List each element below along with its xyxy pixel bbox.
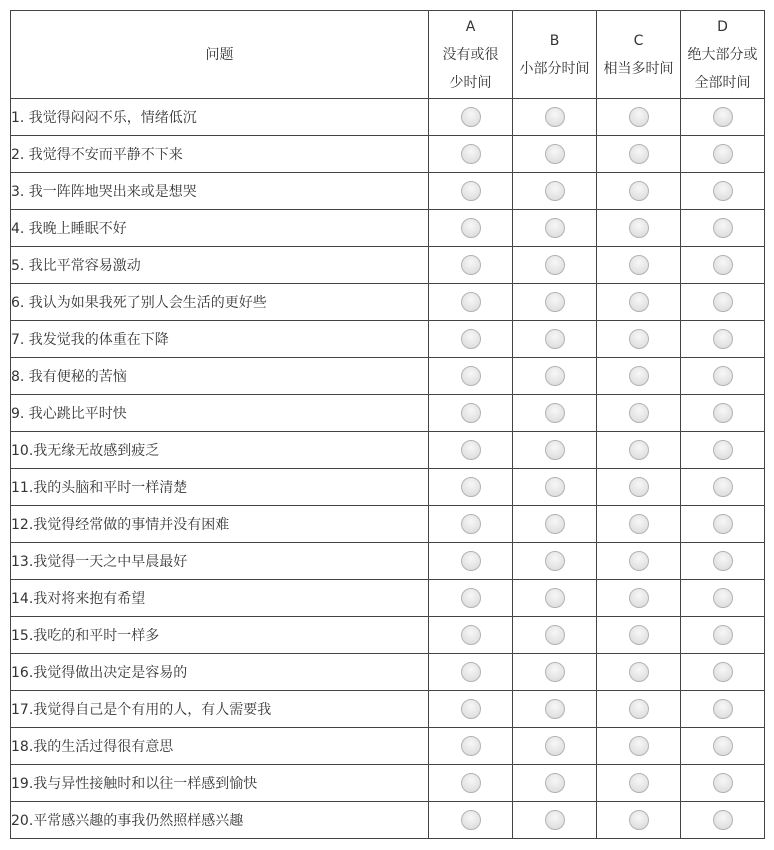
radio-option-a[interactable]	[461, 736, 481, 756]
radio-option-b[interactable]	[545, 773, 565, 793]
radio-option-c[interactable]	[629, 662, 649, 682]
radio-option-d[interactable]	[713, 144, 733, 164]
option-cell-c	[597, 506, 681, 543]
option-cell-b	[513, 432, 597, 469]
option-letter: C	[633, 32, 644, 49]
radio-option-b[interactable]	[545, 292, 565, 312]
option-cell-d	[681, 321, 765, 358]
option-cell-c	[597, 728, 681, 765]
question-list	[11, 99, 765, 839]
option-cell-a	[429, 99, 513, 136]
radio-option-c[interactable]	[629, 810, 649, 830]
option-cell-a	[429, 543, 513, 580]
option-cell-b	[513, 580, 597, 617]
radio-option-c[interactable]	[629, 329, 649, 349]
table-row	[11, 136, 765, 173]
question-text: 1. 我觉得闷闷不乐，情绪低沉	[11, 99, 429, 136]
question-text: 18.我的生活过得很有意思	[11, 728, 429, 765]
radio-option-a[interactable]	[461, 477, 481, 497]
radio-option-c[interactable]	[629, 218, 649, 238]
option-cell-d	[681, 469, 765, 506]
radio-option-c[interactable]	[629, 551, 649, 571]
question-text: 5. 我比平常容易激动	[11, 247, 429, 284]
radio-option-b[interactable]	[545, 255, 565, 275]
table-row	[11, 395, 765, 432]
radio-option-d[interactable]	[713, 736, 733, 756]
radio-option-c[interactable]	[629, 440, 649, 460]
radio-option-a[interactable]	[461, 181, 481, 201]
radio-option-d[interactable]	[713, 181, 733, 201]
question-text: 19.我与异性接触时和以往一样感到愉快	[11, 765, 429, 802]
radio-option-d[interactable]	[713, 255, 733, 275]
radio-option-b[interactable]	[545, 366, 565, 386]
option-cell-d	[681, 173, 765, 210]
table-row	[11, 543, 765, 580]
radio-option-c[interactable]	[629, 588, 649, 608]
option-cell-a	[429, 432, 513, 469]
radio-option-c[interactable]	[629, 403, 649, 423]
option-cell-d	[681, 284, 765, 321]
radio-option-c[interactable]	[629, 736, 649, 756]
option-cell-b	[513, 469, 597, 506]
option-cell-d	[681, 432, 765, 469]
option-cell-d	[681, 395, 765, 432]
radio-option-b[interactable]	[545, 181, 565, 201]
radio-option-d[interactable]	[713, 514, 733, 534]
radio-option-d[interactable]	[713, 773, 733, 793]
radio-option-b[interactable]	[545, 699, 565, 719]
radio-option-b[interactable]	[545, 477, 565, 497]
option-cell-b	[513, 654, 597, 691]
option-cell-a	[429, 617, 513, 654]
option-cell-c	[597, 691, 681, 728]
radio-option-c[interactable]	[629, 366, 649, 386]
radio-option-a[interactable]	[461, 144, 481, 164]
radio-option-b[interactable]	[545, 440, 565, 460]
option-cell-a	[429, 802, 513, 839]
radio-option-d[interactable]	[713, 625, 733, 645]
option-cell-b	[513, 543, 597, 580]
question-text: 7. 我发觉我的体重在下降	[11, 321, 429, 358]
radio-option-b[interactable]	[545, 514, 565, 534]
radio-option-a[interactable]	[461, 588, 481, 608]
radio-option-d[interactable]	[713, 662, 733, 682]
option-cell-a	[429, 395, 513, 432]
table-row	[11, 654, 765, 691]
survey-table	[10, 10, 765, 839]
radio-option-d[interactable]	[713, 699, 733, 719]
option-cell-b	[513, 136, 597, 173]
option-cell-d	[681, 247, 765, 284]
radio-option-b[interactable]	[545, 810, 565, 830]
radio-option-c[interactable]	[629, 107, 649, 127]
option-desc: 绝大部分或	[687, 46, 758, 63]
option-cell-b	[513, 617, 597, 654]
radio-option-b[interactable]	[545, 329, 565, 349]
option-cell-c	[597, 210, 681, 247]
option-cell-a	[429, 765, 513, 802]
option-cell-b	[513, 395, 597, 432]
option-cell-c	[597, 173, 681, 210]
option-cell-b	[513, 358, 597, 395]
option-cell-c	[597, 358, 681, 395]
option-desc: 全部时间	[694, 74, 751, 91]
radio-option-a[interactable]	[461, 810, 481, 830]
option-cell-a	[429, 358, 513, 395]
option-cell-c	[597, 802, 681, 839]
question-text: 13.我觉得一天之中早晨最好	[11, 543, 429, 580]
question-text: 17.我觉得自己是个有用的人，有人需要我	[11, 691, 429, 728]
option-cell-b	[513, 173, 597, 210]
radio-option-a[interactable]	[461, 699, 481, 719]
option-cell-a	[429, 321, 513, 358]
radio-option-d[interactable]	[713, 403, 733, 423]
table-row	[11, 728, 765, 765]
radio-option-c[interactable]	[629, 255, 649, 275]
radio-option-b[interactable]	[545, 144, 565, 164]
radio-option-a[interactable]	[461, 107, 481, 127]
question-text: 3. 我一阵阵地哭出来或是想哭	[11, 173, 429, 210]
radio-option-c[interactable]	[629, 181, 649, 201]
option-cell-b	[513, 765, 597, 802]
option-cell-a	[429, 136, 513, 173]
option-cell-a	[429, 210, 513, 247]
table-row	[11, 432, 765, 469]
radio-option-d[interactable]	[713, 329, 733, 349]
question-text: 11.我的头脑和平时一样清楚	[11, 469, 429, 506]
option-cell-b	[513, 284, 597, 321]
radio-option-d[interactable]	[713, 366, 733, 386]
option-cell-c	[597, 321, 681, 358]
option-letter: D	[717, 18, 728, 35]
option-cell-a	[429, 247, 513, 284]
radio-option-d[interactable]	[713, 440, 733, 460]
option-cell-c	[597, 654, 681, 691]
option-cell-b	[513, 99, 597, 136]
question-text: 12.我觉得经常做的事情并没有困难	[11, 506, 429, 543]
radio-option-a[interactable]	[461, 440, 481, 460]
question-text: 4. 我晚上睡眠不好	[11, 210, 429, 247]
radio-option-d[interactable]	[713, 551, 733, 571]
radio-option-b[interactable]	[545, 107, 565, 127]
option-cell-a	[429, 728, 513, 765]
radio-option-b[interactable]	[545, 662, 565, 682]
option-cell-d	[681, 99, 765, 136]
option-cell-b	[513, 210, 597, 247]
table-row	[11, 765, 765, 802]
radio-option-b[interactable]	[545, 551, 565, 571]
table-row	[11, 284, 765, 321]
table-row	[11, 321, 765, 358]
radio-option-c[interactable]	[629, 477, 649, 497]
option-cell-d	[681, 728, 765, 765]
radio-option-b[interactable]	[545, 218, 565, 238]
radio-option-d[interactable]	[713, 477, 733, 497]
question-text: 20.平常感兴趣的事我仍然照样感兴趣	[11, 802, 429, 839]
radio-option-d[interactable]	[713, 292, 733, 312]
table-row	[11, 358, 765, 395]
option-cell-b	[513, 247, 597, 284]
radio-option-d[interactable]	[713, 107, 733, 127]
radio-option-a[interactable]	[461, 366, 481, 386]
option-cell-d	[681, 210, 765, 247]
option-desc: 小部分时间	[519, 60, 590, 77]
question-text: 14.我对将来抱有希望	[11, 580, 429, 617]
option-cell-b	[513, 728, 597, 765]
option-cell-d	[681, 617, 765, 654]
table-row	[11, 210, 765, 247]
radio-option-c[interactable]	[629, 144, 649, 164]
option-cell-c	[597, 136, 681, 173]
option-cell-d	[681, 691, 765, 728]
option-cell-b	[513, 802, 597, 839]
option-cell-c	[597, 432, 681, 469]
radio-option-d[interactable]	[713, 810, 733, 830]
question-text: 15.我吃的和平时一样多	[11, 617, 429, 654]
option-desc: 少时间	[449, 74, 492, 91]
option-cell-d	[681, 543, 765, 580]
table-row	[11, 802, 765, 839]
header-option-b	[513, 11, 597, 99]
table-row	[11, 580, 765, 617]
option-cell-b	[513, 691, 597, 728]
header-option-d	[681, 11, 765, 99]
option-cell-c	[597, 99, 681, 136]
table-row	[11, 617, 765, 654]
table-row	[11, 173, 765, 210]
question-text: 8. 我有便秘的苦恼	[11, 358, 429, 395]
radio-option-a[interactable]	[461, 551, 481, 571]
option-cell-c	[597, 580, 681, 617]
radio-option-a[interactable]	[461, 625, 481, 645]
option-desc: 相当多时间	[603, 60, 674, 77]
radio-option-c[interactable]	[629, 699, 649, 719]
radio-option-a[interactable]	[461, 329, 481, 349]
radio-option-a[interactable]	[461, 773, 481, 793]
radio-option-a[interactable]	[461, 292, 481, 312]
option-cell-d	[681, 765, 765, 802]
option-cell-d	[681, 654, 765, 691]
option-cell-d	[681, 506, 765, 543]
question-text: 16.我觉得做出决定是容易的	[11, 654, 429, 691]
radio-option-c[interactable]	[629, 292, 649, 312]
option-cell-d	[681, 802, 765, 839]
option-cell-c	[597, 617, 681, 654]
radio-option-a[interactable]	[461, 255, 481, 275]
table-row	[11, 99, 765, 136]
option-cell-a	[429, 173, 513, 210]
radio-option-a[interactable]	[461, 403, 481, 423]
option-cell-d	[681, 136, 765, 173]
question-text: 2. 我觉得不安而平静不下来	[11, 136, 429, 173]
table-row	[11, 469, 765, 506]
radio-option-b[interactable]	[545, 625, 565, 645]
option-letter: A	[465, 18, 476, 35]
radio-option-d[interactable]	[713, 218, 733, 238]
table-row	[11, 506, 765, 543]
radio-option-c[interactable]	[629, 514, 649, 534]
question-text: 6. 我认为如果我死了别人会生活的更好些	[11, 284, 429, 321]
option-letter: B	[549, 32, 560, 49]
table-row	[11, 247, 765, 284]
radio-option-a[interactable]	[461, 514, 481, 534]
option-cell-c	[597, 765, 681, 802]
option-cell-b	[513, 321, 597, 358]
option-cell-a	[429, 469, 513, 506]
option-cell-a	[429, 654, 513, 691]
option-cell-a	[429, 284, 513, 321]
option-cell-c	[597, 469, 681, 506]
radio-option-c[interactable]	[629, 773, 649, 793]
header-option-c	[597, 11, 681, 99]
option-cell-d	[681, 580, 765, 617]
radio-option-a[interactable]	[461, 662, 481, 682]
option-cell-d	[681, 358, 765, 395]
radio-option-b[interactable]	[545, 403, 565, 423]
option-cell-c	[597, 247, 681, 284]
option-desc: 没有或很	[442, 46, 499, 63]
option-cell-c	[597, 543, 681, 580]
radio-option-c[interactable]	[629, 625, 649, 645]
radio-option-b[interactable]	[545, 736, 565, 756]
radio-option-b[interactable]	[545, 588, 565, 608]
header-option-a	[429, 11, 513, 99]
option-cell-a	[429, 691, 513, 728]
radio-option-d[interactable]	[713, 588, 733, 608]
table-row	[11, 691, 765, 728]
option-cell-a	[429, 580, 513, 617]
option-cell-a	[429, 506, 513, 543]
question-text: 10.我无缘无故感到疲乏	[11, 432, 429, 469]
option-cell-b	[513, 506, 597, 543]
option-cell-c	[597, 284, 681, 321]
question-text: 9. 我心跳比平时快	[11, 395, 429, 432]
header-row	[11, 11, 765, 99]
option-cell-c	[597, 395, 681, 432]
header-question: 问题	[11, 11, 429, 99]
radio-option-a[interactable]	[461, 218, 481, 238]
